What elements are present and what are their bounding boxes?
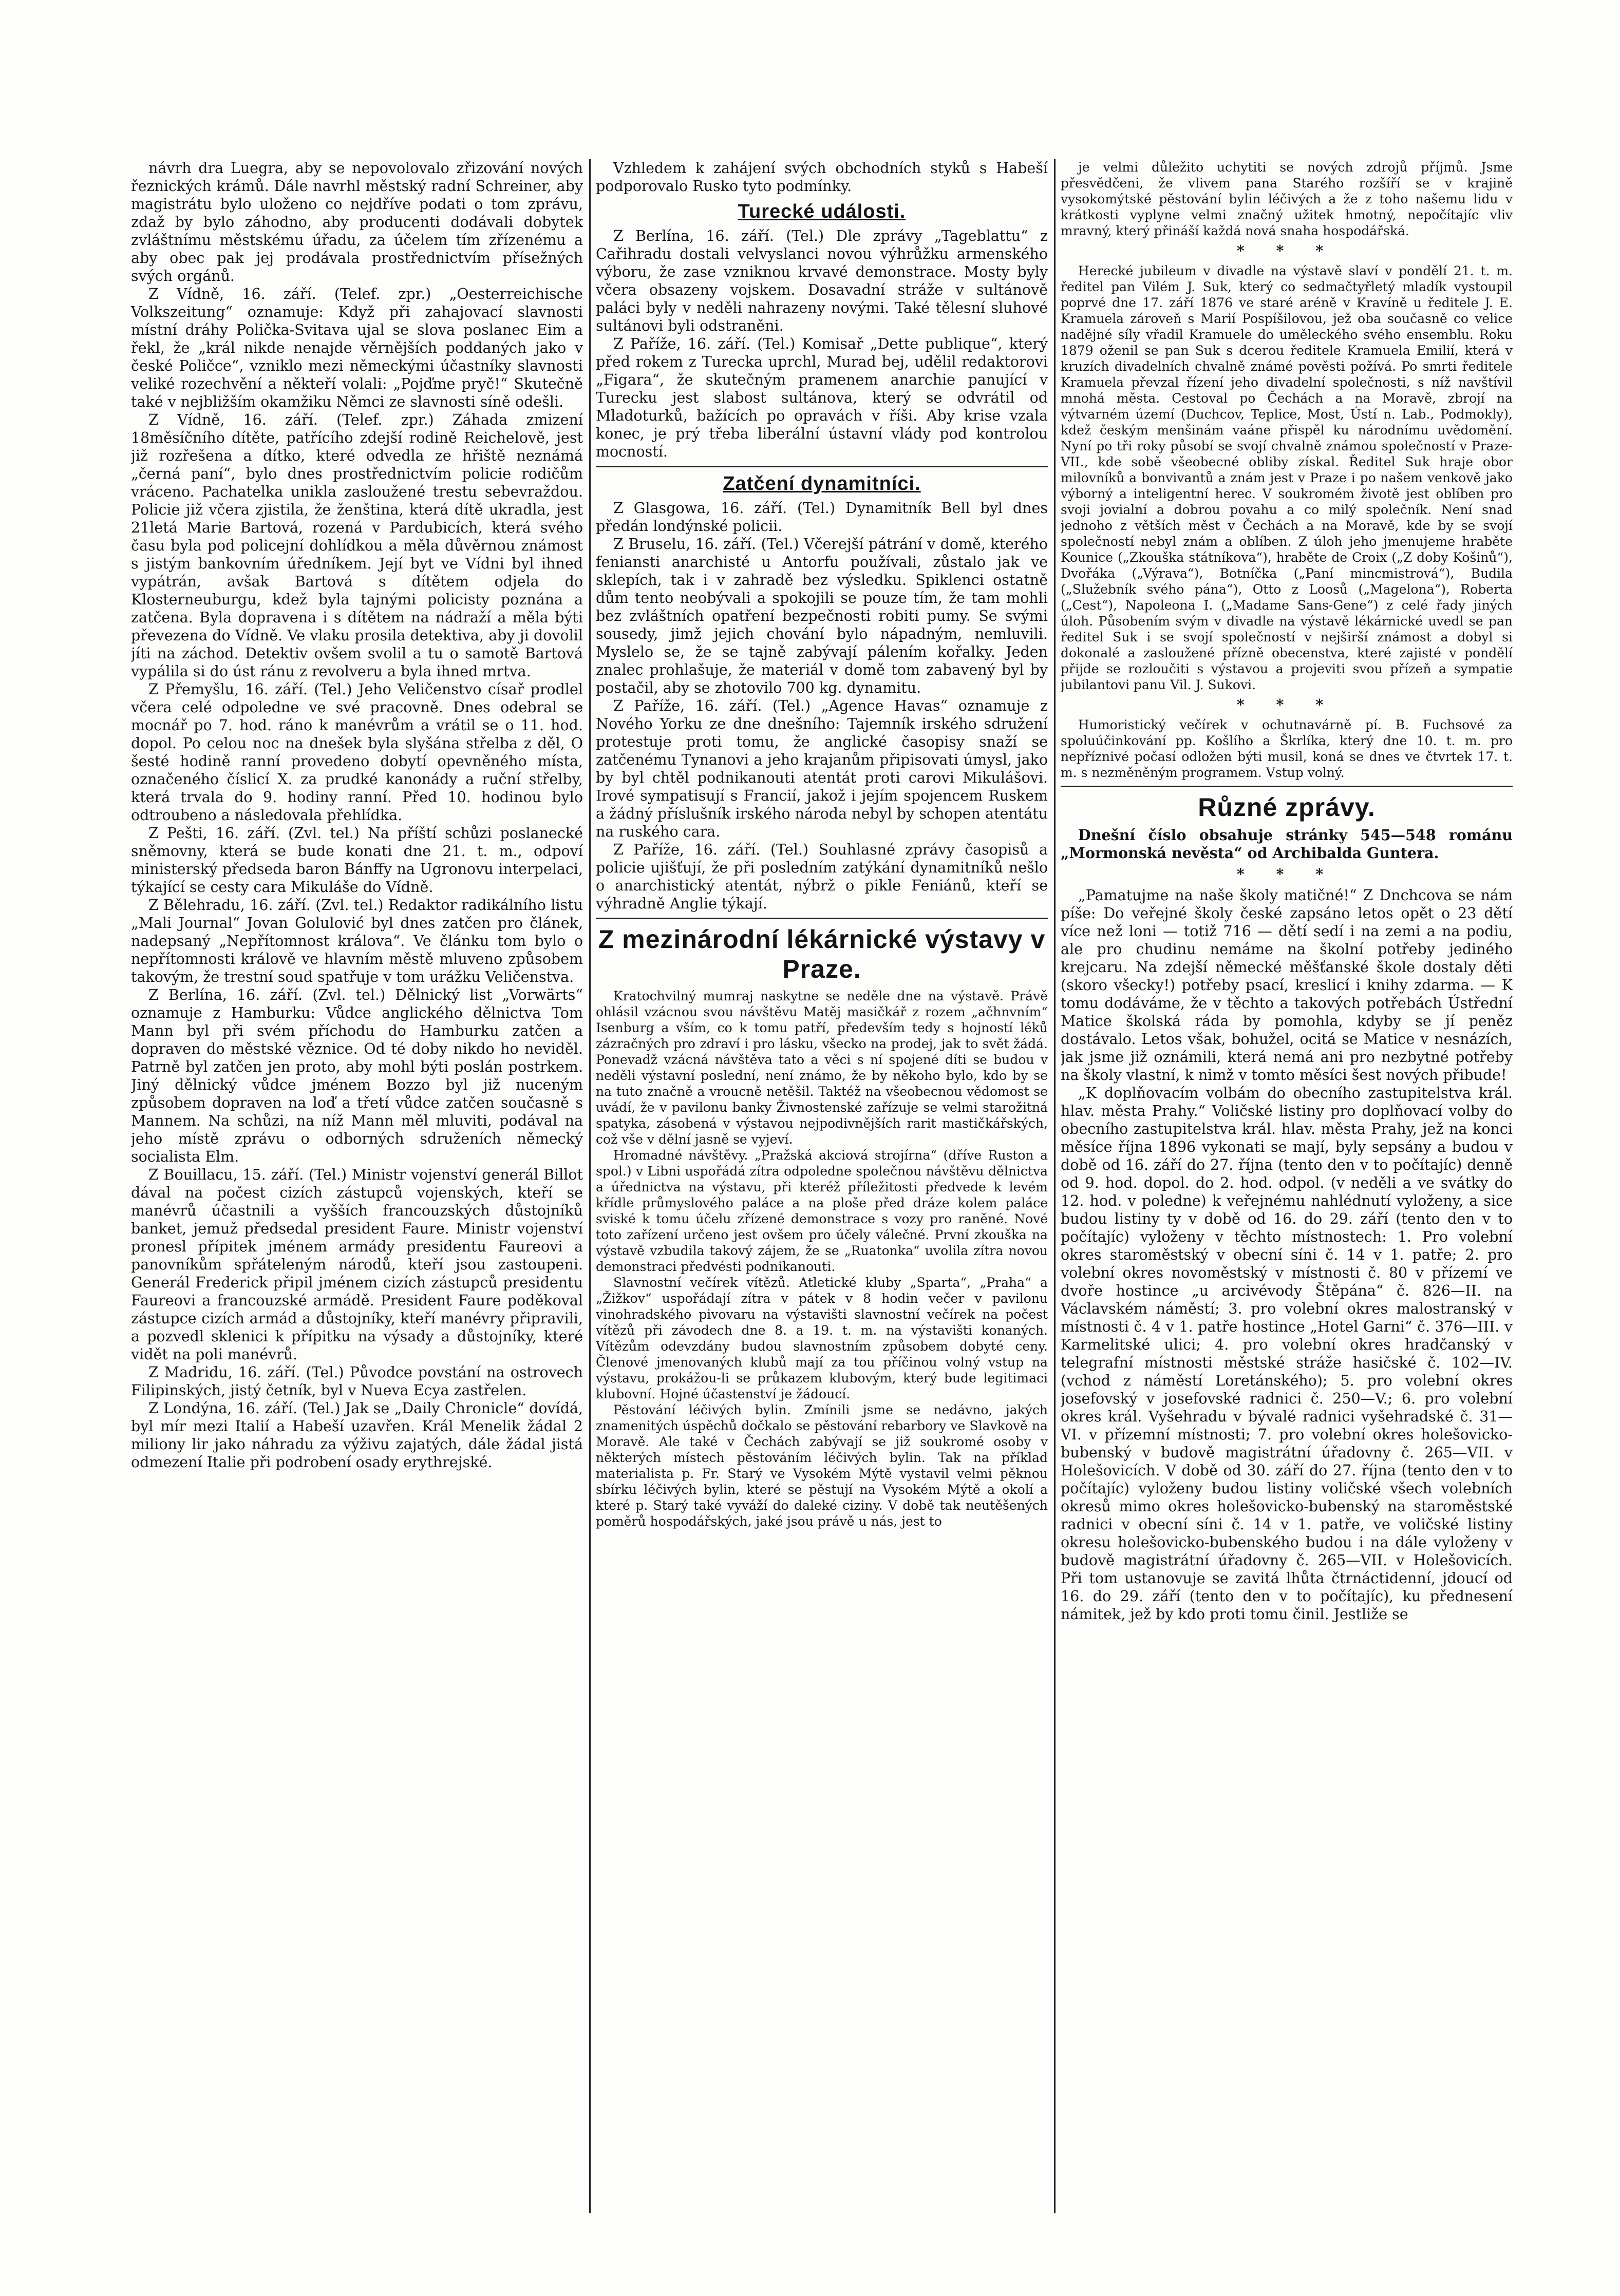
article-paragraph: Herecké jubileum v divadle na výstavě slaví v pondělí 21. t. m. ředitel pan Vilém J. Suk, který co sedmačtyřletý mladík vystoupil poprvé dne 17. září 1876 ve staré aréně v Kravíně u ředitele J. E. Kramuela zároveň s Marií Pospíšilovou, jež oba současně co velice nadějné síly vřadil Kramuele do uměleckého svého ensemblu. Roku 1879 oženil se pan Suk s dcerou ředitele Kramuela Emilií, která v kruzích divadelních chvalně známé pověsti požívá. Po smrti ředitele Kramuela převzal řízení jeho divadelní společnosti, s níž navštívil mnohá města. Cestoval po Čechách a na Moravě, zbrojí na výtvarném území (Duchcov, Teplice, Most, Ústí n. Lab., Podmokly), kdež českým menšinám vaáne přispěl ku národnímu uvědomění. Nyní po tři roky působí se svojí chvalně známou společností v Praze-VII., kde sobě všeobecné obliby získal. Ředitel Suk hraje obor milovníků a bonvivantů a znám jest v Praze i po našem venkově jako výborný a inteligentní herec. V soukromém životě jest oblíben pro svoji jovialní a dobrou povahu a co milý společník. Není snad jednoho z větších měst v Čechách a na Moravě, kde by se svojí společností nebyl znám a oblíben. Z úloh jeho jmenujeme hraběte Kounice („Zkouška státníkova“), hraběte de Croix („Z doby Košinů“), Dvořáka („Výrava“), Botníčka („Paní mincmistrová“), Budila („Služebník svého pána“), Otto z Loosů („Magelona“), Roberta („Cest“), Napoleona I. („Madame Sans-Gene“) z celé řady jiných úloh. Působením svým v divadle na výstavě lékárnické uvedl se pan ředitel Suk i se svojí společností v nejširší známost a dobyl si dokonalé a zasloužené přízně obecenstva, které zajisté v pondělí přijde se rozloučiti s výstavou a projeviti svou přízeň a sympatie jubilantovi panu Vil. J. Sukovi. [1061,263,1513,692]
column-rule [1054,159,1056,2213]
article-paragraph: Humoristický večírek v ochutnavárně pí. B. Fuchsové za spoluúčinkování pp. Košlího a Škrlíka, který dne 10. t. m. pro nepříznivé počasí odložen býti musil, koná se dnes ve čtvrtek 17. t. m. s nezměněným programem. Vstup volný. [1061,717,1513,780]
article-paragraph: Z Paříže, 16. září. (Tel.) „Agence Havas“ oznamuje z Nového Yorku ze dne dnešního: Tajemník irského sdružení protestuje proti tomu, že anglické časopisy snaží se zatčenému Tynanovi a jeho krajanům připisovati úmysl, jako by byl chtěl podnikanouti atentát proti carovi Mikulášovi. Irové sympatisují s Francií, jakož i jejím spojencem Ruskem a žádný příslušník irského národa nebyl by schopen atentátu na ruského cara. [596,697,1048,840]
section-heading-vystava: Z mezinárodní lékárnické výstavy v Praze. [598,925,1046,983]
article-paragraph: Z Paříže, 16. září. (Tel.) Komisař „Dette publique“, který před rokem z Turecka uprchl, Murad bej, udělil redaktorovi „Figara“, že skutečným pramenem anarchie panující v Turecku jest slabost sultánova, který se odvrátil od Mladoturků, bažících po opravách v říši. Aby krise vzala konec, je prý třeba liberální ústavní vlády pod kontrolou mocností. [596,335,1048,460]
separator-stars: * * * [1236,696,1337,713]
article-paragraph: Kratochvilný mumraj naskytne se neděle dne na výstavě. Právě ohlásil vzácnou svou návštěvu Matěj masičkář z rozem „ačhnvním“ Isenburg a vším, co k tomu patří, především tedy s hojností léků zázračných pro zdraví i pro lásku, všecko na prodej, jak to svět žádá. Ponevadž vzácná návštěva tato a věci s ní spojené díti se budou v neděli výstavní poslední, není známo, že by někoho bylo, kdo by se na tuto značně a vroucně netěšil. Taktéž na všeobecnou vědomost se uvádí, že v pavilonu banky Živnostenské zařízuje se velmi starožitná spatyka, zásobená v výstavou nejpodivnějších rarit mastičkářských, což vše v dělní jasně se vyjeví. [596,989,1048,1147]
article-paragraph: Pěstování léčivých bylin. Zmínili jsme se nedávno, jakých znamenitých úspěchů dočkalo se pěstování rebarbory ve Slavkově na Moravě. Ale také v Čechách zabývají se již soukromé osoby v některých místech pěstováním léčivých bylin. Tak na příklad materialista p. Fr. Starý ve Vysokém Mýtě vystavil velmi pěknou sbírku léčivých bylin, které se pěstují na Vysokém Mýtě a okolí a které p. Starý také vyváží do daleké ciziny. V době tak neutěšených poměrů hospodářských, jaké jsou právě u nás, jest to [596,1402,1048,1529]
separator-stars: * * * [1236,865,1337,883]
article-paragraph: Hromadné návštěvy. „Pražská akciová strojírna“ (dříve Ruston a spol.) v Libni uspořádá zítra odpoledne společnou návštěvu dělnictva a úřednictva na výstavu, při kteréž příležitosti předvede k levém křídle průmyslového paláce a na ploše před dráze kolem paláce sviské k tomu účelu zřízené demonstrace s vozy pro raněné. Nové toto zařízení určeno jest ovšem pro účely válečné. První zkouška na výstavě vzbudila takový zájem, že se „Ruatonka“ uvolila zítra novou demonstraci předvésti podnikanouti. [596,1148,1048,1274]
column-3 [1061,159,1513,2213]
article-paragraph: Z Bouillacu, 15. září. (Tel.) Ministr vojenství generál Billot dával na počest cizích zástupců vojenských, kteří se manévrů účastnili a vyšších francouzských důstojníků banket, jemuž předsedal president Faure. Ministr vojenství pronesl přípitek jménem armády presidentu Faureovi a panovníkům spřáteleným národů, kteří jsou zastoupeni. Generál Frederick připil jménem cizích zástupců presidentu Faureovi a francouzské armádě. President Faure poděkoval zástupce cizích armád a důstojníky, kteří manévry připravili, a pozvedl sklenici k přípitku na výsady a důstojníky, které vidět na poli manévrů. [131,1166,583,1363]
article-paragraph: „Pamatujme na naše školy matičné!“ Z Dnchcova se nám píše: Do veřejné školy české zapsáno letos opět o 23 dětí více než loni — totiž 716 — dětí sedí i na zemi a na podiu, ale pro chudinu nemáme na školní potřeby jediného krejcaru. Na zdejší německé měšťanské škole dostaly děti (skoro všecky!) potřeby psací, kreslicí i knihy zdarma. — K tomu dodáváme, že v těchto a takových potřebách Ústřední Matice školská ráda by pomohla, kdyby se jí peněz dostávalo. Letos však, bohužel, ocitá se Matice v nesnázích, jak jsme již oznámili, která nemá ani pro nezbytné potřeby na školy vlastní, k nimž v tomto měsíci šest nových přibude! [1061,887,1513,1084]
column-2 [596,159,1048,2213]
section-heading-zatceni: Zatčení dynamitníci. [723,473,921,495]
newspaper-page [131,159,1533,2213]
article-paragraph: Z Vídně, 16. září. (Telef. zpr.) „Oesterreichische Volkszeitung“ oznamuje: Když při zahajovací slavnosti místní dráhy Polička-Svitava ujal se slova poslanec Eim a řekl, že „král nikde nenajde věrnějších poddaných jako v české Poličce“, vzniklo mezi německými účastníky slavnosti veliké rozechvění a někteří volali: „Pojďme pryč!“ Skutečně také v nejbližším okamžiku Němci ze slavnosti síně odešli. [131,286,583,410]
article-paragraph: Z Vídně, 16. září. (Telef. zpr.) Záhada zmizení 18měsíčního dítěte, patřícího zdejší rodině Reichelově, jest již rozřešena a dítko, které odvedla ze hřiště neznámá „černá paní“, bylo dnes prostřednictvím policie rodičům vráceno. Pachatelka unikla zasloužené trestu sebevraždou. Policie již včera zjistila, že ženština, která dítě ukradla, jest 21letá Marie Bartová, rozená v Pardubicích, která svého času byla pod policejní dohlídkou a měla důvěrnou známost s jistým bankovním úředníkem. Její byt ve Vídni byl ihned vypátrán, avšak Bartová s dítětem odjela do Klosterneuburgu, kdež byla tajnými policisty poznána a zatčena. Byla dopravena i s dítětem na nádraží a měla býti převezena do Vídně. Ve vlaku prosila detektiva, aby ji dovolil jíti na záchod. Detektiv ovšem svolil a tu o samotě Bartová vypálila si do úst ránu z revolveru a byla ihned mrtva. [131,411,583,680]
divider [596,466,1048,467]
article-paragraph: Z Přemyšlu, 16. září. (Tel.) Jeho Veličenstvo císař prodlel včera celé odpoledne ve své pracovně. Dnes odebral se mocnář po 7. hod. ráno k manévrům a vrátil se o 11. hod. dopol. Po celou noc na dnešek byla slyšána střelba z děl, O šesté hodině ranní provedeno dobytí opevněného místa, označeného číslicí X. za prudké kanonády a ruční střelby, která trvala do 9. hodiny ranní. Před 10. hodinou bylo odtroubeno a následovala přehlídka. [131,681,583,824]
column-rule [589,159,591,2213]
article-paragraph: „K doplňovacím volbám do obecního zastupitelstva král. hlav. města Prahy.“ Voličské listiny pro doplňovací volby do obecního zastupitelstva král. hlav. města Prahy, jež na konci měsíce října 1896 vykonati se mají, byly sepsány a budou v době od 16. září do 27. října (tento den v to počítajíc) denně od 9. hod. dopol. do 2. hod. odpol. (v neděli a ve svátky do 12. hod. v poledne) k veřejnému nahlédnutí vyloženy, a sice budou listiny ty v době od 16. do 29. září (tento den v to počítajíc) vyloženy v těchto místnostech: 1. Pro volební okres staroměstský v obecní síni č. 14 v 1. patře; 2. pro volební okres novoměstský v místnosti č. 80 v přízemí ve dvoře hostince „u arcivévody Štěpána“ č. 826—II. na Václavském náměstí; 3. pro volební okres malostranský v místnosti č. 4 v 1. patře hostince „Hotel Garni“ č. 376—III. v Karmelitské ulici; 4. pro volební okres hradčanský v telegrafní místnosti městské stráže hasičské č. 102—IV. (vchod z náměstí Loretánského); 5. pro volební okres josefovský v josefovské radnici č. 250—V.; 6. pro volební okres král. Vyšehradu v bývalé radnici vyšehradské č. 31—VI. v přízemní místnosti; 7. pro volební okres holešovicko-bubenský v budově magistrátní úřadovny č. 265—VII. v Holešovicích. V době od 30. září do 27. října (tento den v to počítajíc) vyloženy budou listiny voličské všech volebních okresů mimo okres holešovicko-bubenský na staroměstské radnici v obecní síni č. 14 v 1. patře, ve voličské listiny okresu holešovicko-bubenského budou i na dále vyloženy v budově magistrátní úřadovny č. 265—VII. v Holešovicích. Při tom ustanovuje se zavitá lhůta čtrnáctidenní, jdoucí od 16. do 29. září (tento den v to počítajíc), ku přednesení námitek, jež by kdo proti tomu činil. Jestliže se [1061,1085,1513,1623]
article-paragraph: Z Londýna, 16. září. (Tel.) Jak se „Daily Chronicle“ dovídá, byl mír mezi Italií a Habeší uzavřen. Král Menelik žádal 2 miliony lir jako náhradu za výživu zajatých, dále žádal jistá odmezení Italie při podrobení osady erythrejské. [131,1400,583,1471]
section-heading-turecke: Turecké události. [738,201,906,222]
article-paragraph: Z Bělehradu, 16. září. (Zvl. tel.) Redaktor radikálního listu „Mali Journal“ Jovan Golulović byl dnes zatčen pro článek, nadepsaný „Nepřítomnost králova“. Ve článku tom bylo o nepřítomnosti králově ve hlavním městě mluveno způsobem takovým, že trestní soud spatřuje v tom urážku Veličenstva. [131,897,583,985]
article-paragraph: Z Bruselu, 16. září. (Tel.) Včerejší pátrání v domě, kterého feniansti anarchisté u Antorfu používali, zůstalo jak ve sklepích, tak i v zahradě bez výsledku. Spiklenci ostatně dům tento neobývali a spokojili se pouze tím, že tam mohli bez zvláštních opatření bezpečnosti robiti pumy. Se svými sousedy, jimž jejich chování bylo nápadným, nemluvili. Myslelo se, že se tajně zabývají pálením kořalky. Jeden znalec prohlašuje, že materiál v domě tom zabavený byl by postačil, aby se zhotovilo 700 kg. dynamitu. [596,536,1048,696]
article-paragraph: Slavnostní večírek vítězů. Atletické kluby „Sparta“, „Praha“ a „Žižkov“ uspořádají zítra v pátek v 8 hodin večer v pavilonu vinohradského pivovaru na výstavišti slavnostní večírek na počest vítězů při závodech dne 8. a 19. t. m. na výstavišti konaných. Vítězům odevzdány budou slavnostním způsobem dobyté ceny. Členové jmenovaných klubů mají za tou příčinou volný vstup na výstavu, prokážou-li se průkazem klubovým, který bude legitimaci klubovní. Hojné účastenství je žádoucí. [596,1275,1048,1401]
article-paragraph: Z Glasgowa, 16. září. (Tel.) Dynamitník Bell byl dnes předán londýnské policii. [596,500,1048,535]
article-paragraph: Z Paříže, 16. září. (Tel.) Souhlasné zprávy časopisů a policie ujišťují, že při posledním zatýkání dynamitníků nešlo o anarchistický atentát, nýbrž o pikle Feniánů, kteří se výhradně Anglie týkají. [596,841,1048,912]
divider [596,918,1048,919]
column-1 [131,159,583,2213]
section-heading-ruzne: Různé zprávy. [1198,793,1376,822]
separator-stars: * * * [1236,242,1337,259]
article-paragraph: návrh dra Luegra, aby se nepovolovalo zřizování nových řeznických krámů. Dále navrhl městský radní Schreiner, aby magistrátu bylo uloženo co nejdříve podati o tom zprávu, zdaž by bylo záhodno, aby producenti dodávali dobytek zvláštnímu městskému úřadu, za účelem tím zřízenému a aby obec pak jej prodávala prostřednictvím přísežných svých orgánů. [131,160,583,284]
article-paragraph: Z Berlína, 16. září. (Tel.) Dle zprávy „Tageblattu“ z Cařihradu dostali velvyslanci novou výhrůžku armenského výboru, že zase vzniknou krvavé demonstrace. Mosty byly včera obsazeny vojskem. Dosavadní stráže v sultánově paláci byly v neděli nahrazeny novými. Také tělesní sluhové sultánovi byli odstraněni. [596,227,1048,334]
divider [1061,786,1513,787]
article-paragraph: Z Berlína, 16. září. (Zvl. tel.) Dělnický list „Vorwärts“ oznamuje z Hamburku: Vůdce anglického dělnictva Tom Mann byl při svém příchodu do Hamburku zatčen a dopraven do městské věznice. Od té doby nikdo ho neviděl. Patrně byl zatčen jen proto, aby mohl býti poslán postrkem. Jiný dělnický vůdce jménem Bozzo byl již nuceným způsobem dopraven na loď a třetí vůdce zatčen současně s Mannem. Na schůzi, na níž Mann měl mluviti, podával na jeho místě zprávu o odborných sdruženích německý socialista Elm. [131,986,583,1165]
article-paragraph: Vzhledem k zahájení svých obchodních styků s Habeší podporovalo Rusko tyto podmínky. [596,160,1048,195]
article-paragraph: Z Madridu, 16. září. (Tel.) Původce povstání na ostrovech Filipinských, jistý četník, byl v Nueva Ecya zastřelen. [131,1364,583,1399]
article-paragraph: Dnešní číslo obsahuje stránky 545—548 románu „Mormonská nevěsta“ od Archibalda Guntera. [1061,826,1513,862]
article-paragraph: Z Pešti, 16. září. (Zvl. tel.) Na příští schůzi poslanecké sněmovny, která se bude konati dne 21. t. m., odpoví ministerský předseda baron Bánffy na Ugronovu interpelaci, týkající se cesty cara Mikuláše do Vídně. [131,825,583,896]
article-paragraph: je velmi důležito uchytiti se nových zdrojů příjmů. Jsme přesvědčeni, že vlivem pana Starého rozšíří se v krajině vysokomýtské pěstování bylin léčivých a že z toho našemu lidu v krátkosti vyplyne velmi značný užitek hmotný, nepočítajíc vliv mravný, který přináší každá nová snaha hospodářská. [1061,160,1513,238]
